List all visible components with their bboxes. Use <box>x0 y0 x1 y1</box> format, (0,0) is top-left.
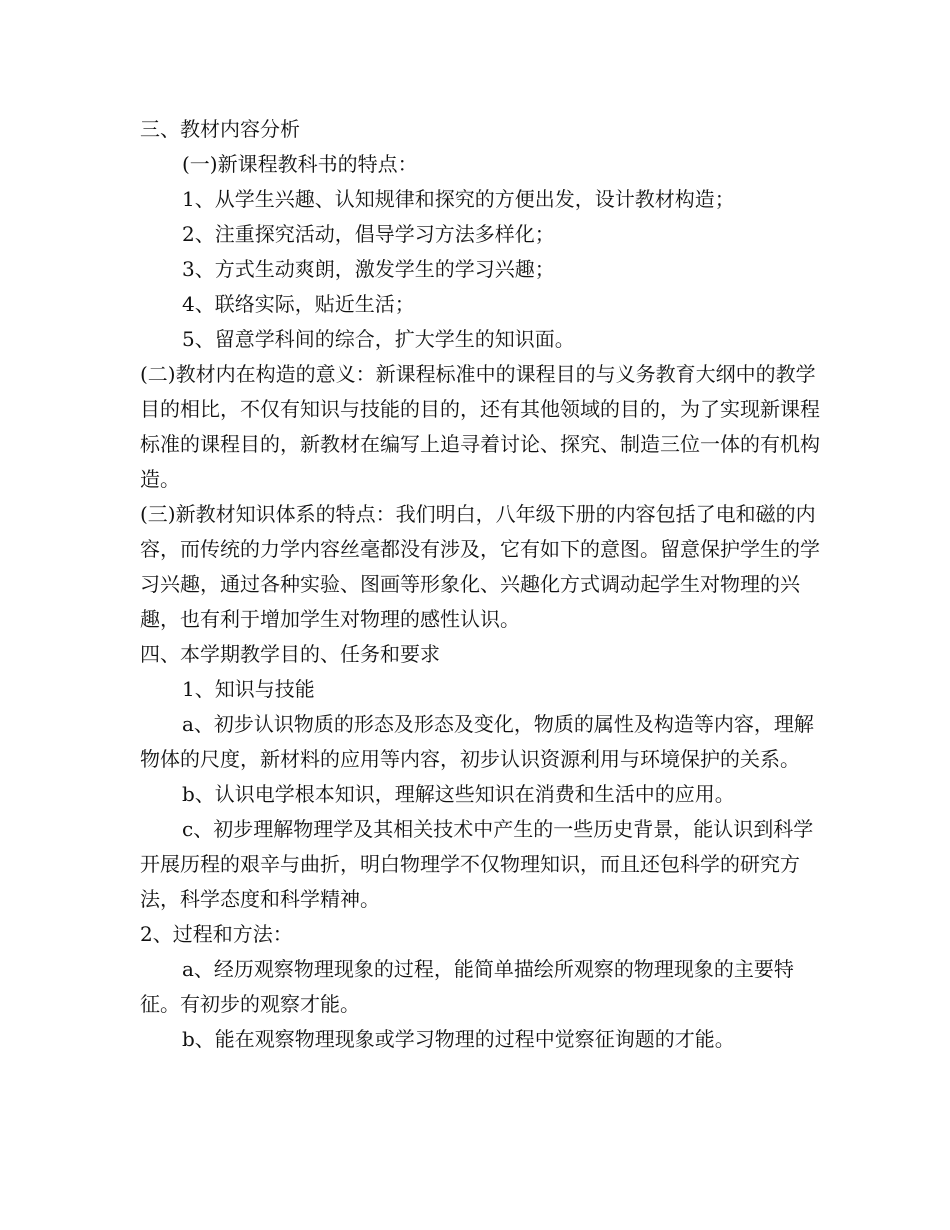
section-heading: 三、教材内容分析 <box>140 117 300 141</box>
list-item: 2、注重探究活动，倡导学习方法多样化； <box>182 222 555 246</box>
paragraph: (三)新教材知识体系的特点：我们明白，八年级下册的内容包括了电和磁的内容，而传统的力学内容丝毫都没有涉及，它有如下的意图。留意保护学生的学习兴趣，通过各种实验、图画等形象化、兴趣化方式调动起学生对物理的兴趣，也有利于增加学生对物理的感性认识。 <box>140 502 820 631</box>
list-item: 3、方式生动爽朗，激发学生的学习兴趣； <box>182 257 555 281</box>
paragraph: (二)教材内在构造的意义：新课程标准中的课程目的与义务教育大纲中的教学目的相比，不仅有知识与技能的目的，还有其他领域的目的，为了实现新课程标准的课程目的，新教材在编写上追寻着讨论、探究、制造三位一体的有机构造。 <box>140 362 820 491</box>
document-body <box>140 112 830 1057</box>
list-item: 5、留意学科间的综合，扩大学生的知识面。 <box>182 327 575 351</box>
list-item: b、能在观察物理现象或学习物理的过程中觉察征询题的才能。 <box>182 1027 735 1051</box>
subsection-heading: 2、过程和方法： <box>140 922 293 946</box>
list-item: b、认识电学根本知识，理解这些知识在消费和生活中的应用。 <box>182 782 735 806</box>
section-heading: 四、本学期教学目的、任务和要求 <box>140 642 440 666</box>
list-item: a、经历观察物理现象的过程，能简单描绘所观察的物理现象的主要特征。有初步的观察才能。 <box>140 957 794 1016</box>
list-item: a、初步认识物质的形态及形态及变化，物质的属性及构造等内容，理解物体的尺度，新材料的应用等内容，初步认识资源利用与环境保护的关系。 <box>140 712 814 771</box>
list-item: 1、从学生兴趣、认知规律和探究的方便出发，设计教材构造； <box>182 187 735 211</box>
list-item: 4、联络实际，贴近生活； <box>182 292 415 316</box>
list-item: c、初步理解物理学及其相关技术中产生的一些历史背景，能认识到科学开展历程的艰辛与曲折，明白物理学不仅物理知识，而且还包科学的研究方法，科学态度和科学精神。 <box>140 817 814 911</box>
subsection-heading: 1、知识与技能 <box>182 677 315 701</box>
subsection-heading: (一)新课程教科书的特点： <box>182 152 418 176</box>
